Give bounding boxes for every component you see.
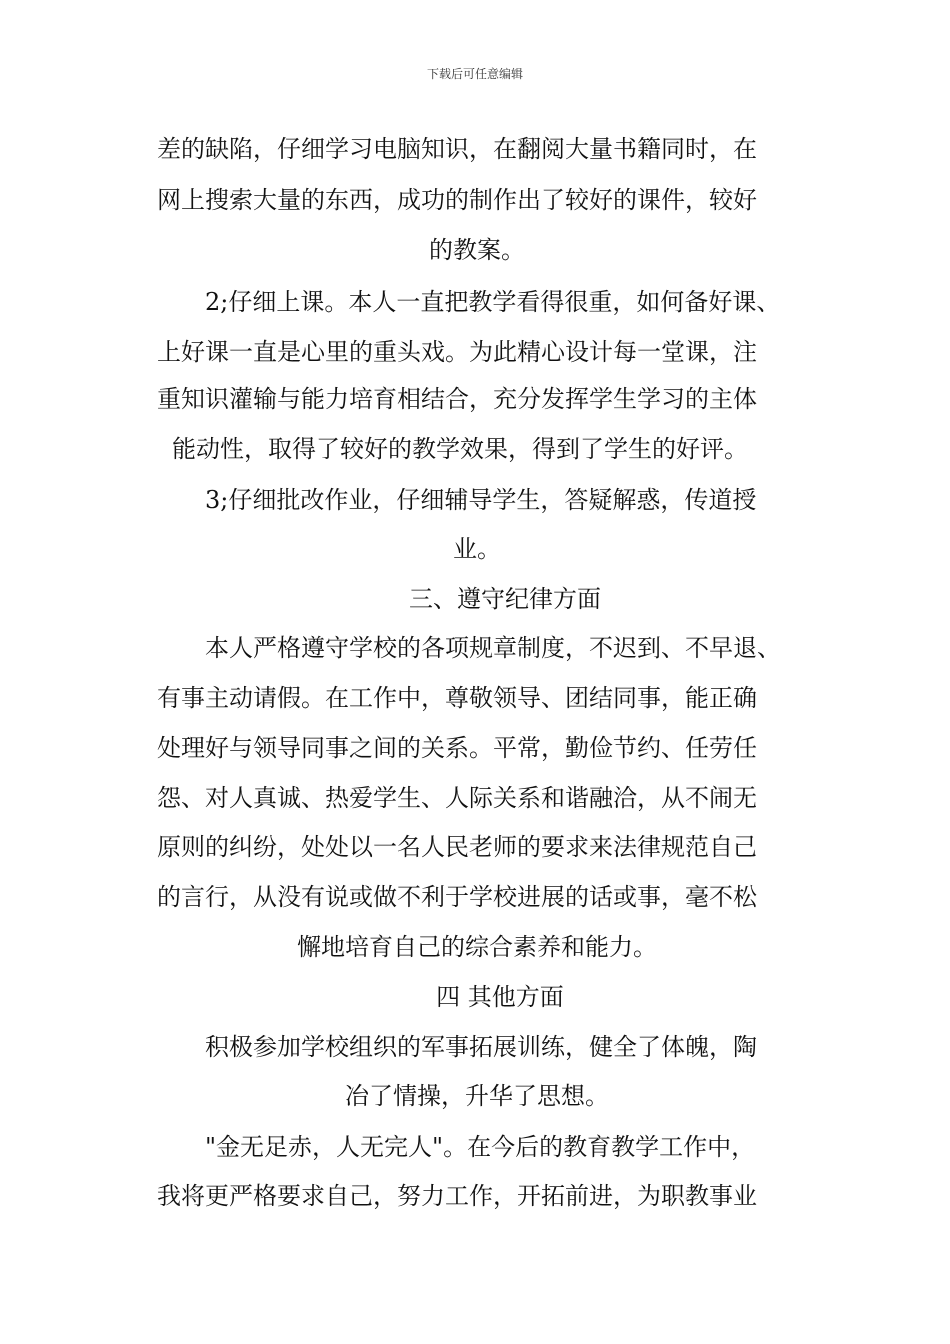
- paragraph-line: 冶了情操，升华了思想。: [345, 1082, 609, 1110]
- paragraph-line: 差的缺陷，仔细学习电脑知识，在翻阅大量书籍同时，在: [157, 135, 757, 163]
- paragraph-line: 上好课一直是心里的重头戏。为此精心设计每一堂课，注: [157, 338, 757, 366]
- paragraph-line: 怨、对人真诚、热爱学生、人际关系和谐融洽，从不闹无: [157, 784, 757, 812]
- paragraph-line: 的教案。: [429, 236, 525, 264]
- paragraph-line: 业。: [453, 535, 501, 563]
- paragraph-line: 网上搜索大量的东西，成功的制作出了较好的课件，较好: [157, 186, 757, 214]
- section-heading: 三、遵守纪律方面: [409, 585, 601, 613]
- paragraph-line: 的言行，从没有说或做不利于学校进展的话或事，毫不松: [157, 883, 757, 911]
- paragraph-line: 我将更严格要求自己，努力工作，开拓前进，为职教事业: [157, 1182, 757, 1210]
- section-heading: 四 其他方面: [436, 983, 564, 1011]
- paragraph-line: 2;仔细上课。本人一直把教学看得很重，如何备好课、: [205, 288, 781, 316]
- page-header: 下载后可任意编辑: [426, 67, 523, 81]
- paragraph-line: 原则的纠纷，处处以一名人民老师的要求来法律规范自己: [157, 833, 757, 861]
- paragraph-line: 3;仔细批改作业，仔细辅导学生，答疑解惑，传道授: [205, 486, 757, 514]
- paragraph-line: 懈地培育自己的综合素养和能力。: [297, 933, 657, 961]
- paragraph-line: 能动性，取得了较好的教学效果，得到了学生的好评。: [172, 435, 748, 463]
- paragraph-line: "金无足赤，人无完人"。在今后的教育教学工作中，: [205, 1133, 756, 1161]
- paragraph-line: 重知识灌输与能力培育相结合，充分发挥学生学习的主体: [157, 385, 757, 413]
- paragraph-line: 有事主动请假。在工作中，尊敬领导、团结同事，能正确: [157, 684, 757, 712]
- paragraph-line: 处理好与领导同事之间的关系。平常，勤俭节约、任劳任: [157, 734, 757, 762]
- paragraph-line: 积极参加学校组织的军事拓展训练，健全了体魄，陶: [205, 1033, 757, 1061]
- paragraph-line: 本人严格遵守学校的各项规章制度，不迟到、不早退、: [205, 634, 781, 662]
